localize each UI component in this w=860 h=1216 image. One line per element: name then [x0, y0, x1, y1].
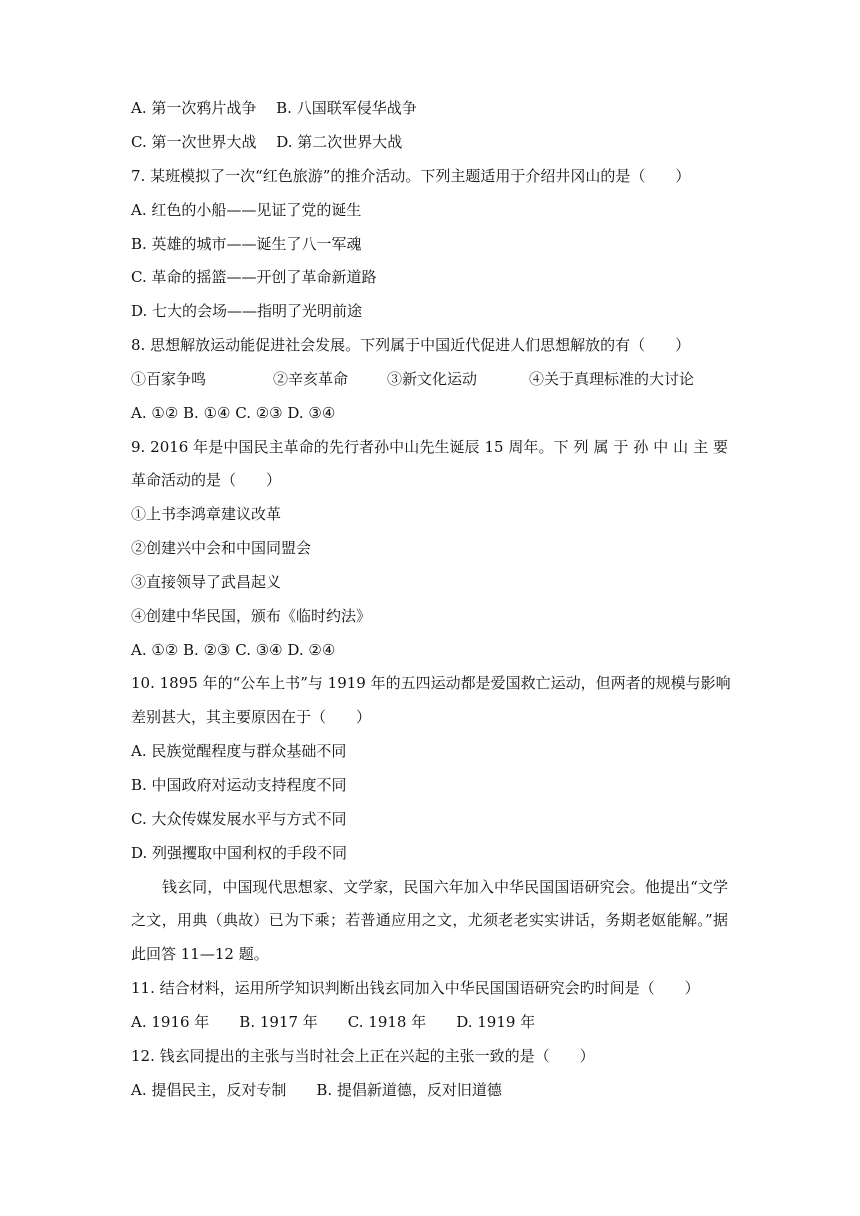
q7-option-a: A. 红色的小船——见证了党的诞生: [131, 201, 362, 219]
q8-item-4: ④关于真理标准的大讨论: [529, 370, 695, 388]
q9-item-3: ③直接领导了武昌起义: [131, 573, 282, 591]
q8-item-1: ①百家争鸣: [131, 370, 207, 388]
q12-options: A. 提倡民主，反对专制 B. 提倡新道德，反对旧道德: [131, 1081, 502, 1099]
q9-options: A. ①② B. ②③ C. ③④ D. ②④: [131, 641, 336, 659]
q6-options-ab: A. 第一次鸦片战争 B. 八国联军侵华战争: [131, 99, 417, 117]
q8-item-3: ③新文化运动: [387, 370, 478, 388]
q10-option-a: A. 民族觉醒程度与群众基础不同: [131, 742, 347, 760]
q9-stem-line-1: 9. 2016 年是中国民主革命的先行者孙中山先生诞辰 15 周年。下 列 属 于 孙 中 山 主 要: [131, 438, 728, 456]
q7-stem: 7. 某班模拟了一次“红色旅游”的推介活动。下列主题适用于介绍井冈山的是（ ）: [131, 167, 691, 185]
q9-item-4: ④创建中华民国，颁布《临时约法》: [131, 607, 372, 625]
q10-option-d: D. 列强攫取中国利权的手段不同: [131, 844, 348, 862]
q6-options-cd: C. 第一次世界大战 D. 第二次世界大战: [131, 133, 403, 151]
q7-option-d: D. 七大的会场——指明了光明前途: [131, 302, 363, 320]
q7-option-b: B. 英雄的城市——诞生了八一军魂: [131, 235, 362, 253]
q9-item-2: ②创建兴中会和中国同盟会: [131, 539, 312, 557]
material-line-2: 之文，用典（典故）已为下乘；若普通应用之文，尤须老老实实讲话，务期老妪能解。”据: [131, 911, 728, 929]
q8-items: [131, 369, 694, 389]
q9-item-1: ①上书李鸿章建议改革: [131, 505, 282, 523]
q9-stem-line-2: 革命活动的是（ ）: [131, 471, 282, 489]
q10-stem-line-1: 10. 1895 年的“公车上书”与 1919 年的五四运动都是爱国救亡运动，但两者的规模与影响: [131, 674, 731, 692]
q12-stem: 12. 钱玄同提出的主张与当时社会上正在兴起的主张一致的是（ ）: [131, 1047, 595, 1065]
q11-options: A. 1916 年 B. 1917 年 C. 1918 年 D. 1919 年: [131, 1013, 536, 1031]
q10-option-c: C. 大众传媒发展水平与方式不同: [131, 810, 347, 828]
q8-stem: 8. 思想解放运动能促进社会发展。下列属于中国近代促进人们思想解放的有（ ）: [131, 336, 691, 354]
material-line-1: 钱玄同，中国现代思想家、文学家，民国六年加入中华民国国语研究会。他提出“文学: [162, 878, 728, 896]
q10-option-b: B. 中国政府对运动支持程度不同: [131, 776, 347, 794]
material-line-3: 此回答 11—12 题。: [131, 945, 269, 963]
q11-stem: 11. 结合材料，运用所学知识判断出钱玄同加入中华民国国语研究会旳时间是（ ）: [131, 979, 700, 997]
q8-options: A. ①② B. ①④ C. ②③ D. ③④: [131, 404, 336, 422]
q7-option-c: C. 革命的摇篮——开创了革命新道路: [131, 268, 377, 286]
q8-item-2: ②辛亥革命: [273, 370, 349, 388]
q10-stem-line-2: 差别甚大，其主要原因在于（ ）: [131, 708, 372, 726]
